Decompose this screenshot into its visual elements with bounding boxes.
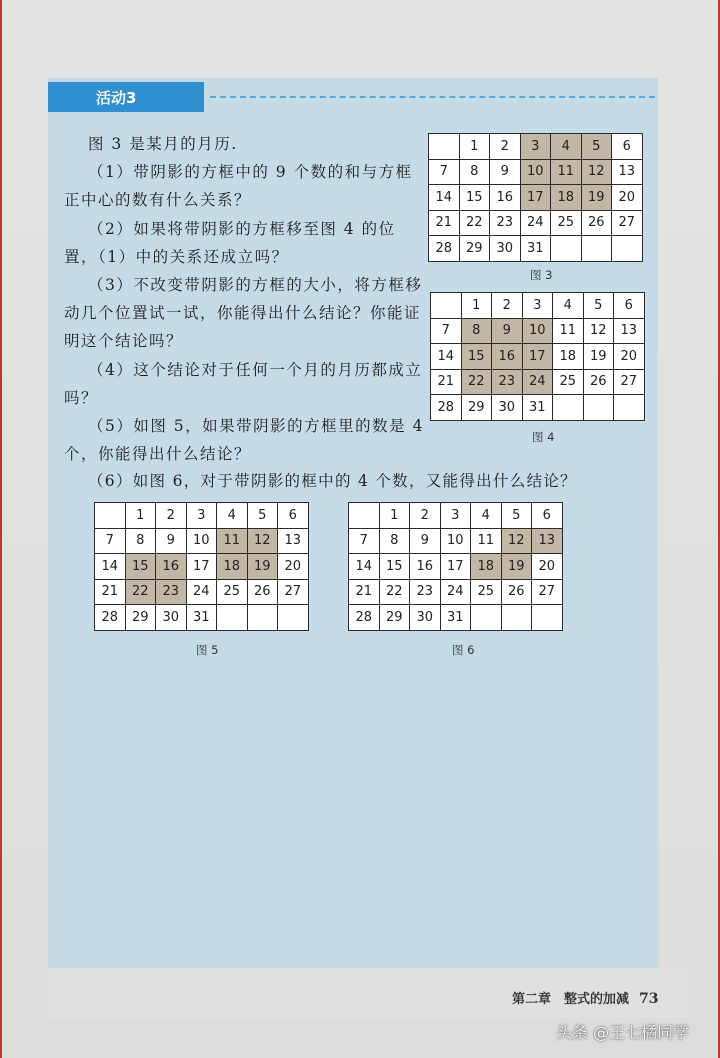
paragraph-q5: （5）如图 5，如果带阴影的方框里的数是 4 个，你能得出什么结论？ bbox=[64, 417, 424, 464]
calendar-figure-3 bbox=[428, 133, 643, 262]
calendar-cell: 19 bbox=[247, 554, 278, 580]
calendar-cell: 1 bbox=[125, 503, 156, 529]
calendar-cell bbox=[532, 605, 563, 631]
calendar-cell: 19 bbox=[581, 185, 612, 211]
calendar-cell: 16 bbox=[156, 554, 187, 580]
calendar-cell: 23 bbox=[156, 579, 187, 605]
calendar-cell: 10 bbox=[186, 528, 217, 554]
calendar-cell: 29 bbox=[459, 236, 490, 262]
calendar-cell: 2 bbox=[156, 503, 187, 529]
calendar-cell bbox=[471, 605, 502, 631]
question-text bbox=[64, 130, 424, 468]
calendar-cell: 15 bbox=[459, 185, 490, 211]
calendar-cell: 23 bbox=[492, 369, 523, 395]
calendar-cell: 18 bbox=[471, 554, 502, 580]
calendar-row bbox=[429, 236, 643, 262]
calendar-cell: 9 bbox=[156, 528, 187, 554]
calendar-cell: 12 bbox=[581, 159, 612, 185]
calendar-cell: 2 bbox=[410, 503, 441, 529]
calendar-row bbox=[431, 344, 645, 370]
calendar-cell bbox=[551, 236, 582, 262]
calendar-cell: 19 bbox=[501, 554, 532, 580]
calendar-cell: 11 bbox=[553, 318, 584, 344]
calendar-cell: 1 bbox=[459, 134, 490, 160]
paragraph-q2: （2）如果将带阴影的方框移至图 4 的位置，（1）中的关系还成立吗？ bbox=[64, 219, 396, 266]
calendar-cell: 6 bbox=[532, 503, 563, 529]
calendar-cell bbox=[614, 395, 645, 421]
calendar-cell: 27 bbox=[614, 369, 645, 395]
calendar-cell: 31 bbox=[440, 605, 471, 631]
calendar-cell: 21 bbox=[349, 579, 380, 605]
calendar-cell: 1 bbox=[379, 503, 410, 529]
calendar-cell: 4 bbox=[217, 503, 248, 529]
calendar-row bbox=[95, 554, 309, 580]
calendar-row bbox=[95, 579, 309, 605]
calendar-cell: 30 bbox=[492, 395, 523, 421]
calendar-cell: 24 bbox=[186, 579, 217, 605]
calendar-row bbox=[95, 605, 309, 631]
calendar-cell: 3 bbox=[440, 503, 471, 529]
calendar-cell: 31 bbox=[520, 236, 551, 262]
calendar-cell bbox=[349, 503, 380, 529]
calendar-cell: 24 bbox=[440, 579, 471, 605]
calendar-cell: 28 bbox=[431, 395, 462, 421]
calendar-cell: 26 bbox=[583, 369, 614, 395]
calendar-cell: 5 bbox=[581, 134, 612, 160]
calendar-cell: 3 bbox=[186, 503, 217, 529]
calendar-cell: 24 bbox=[520, 210, 551, 236]
calendar-cell: 8 bbox=[379, 528, 410, 554]
calendar-cell: 29 bbox=[379, 605, 410, 631]
calendar-cell: 15 bbox=[461, 344, 492, 370]
calendar-cell: 27 bbox=[532, 579, 563, 605]
calendar-cell bbox=[217, 605, 248, 631]
calendar-cell: 9 bbox=[492, 318, 523, 344]
calendar-cell: 25 bbox=[217, 579, 248, 605]
calendar-cell: 17 bbox=[186, 554, 217, 580]
calendar-cell: 28 bbox=[429, 236, 460, 262]
calendar-cell: 9 bbox=[490, 159, 521, 185]
calendar-cell: 30 bbox=[490, 236, 521, 262]
page-number: 73 bbox=[639, 991, 659, 1007]
calendar-cell: 13 bbox=[614, 318, 645, 344]
calendar-row bbox=[431, 293, 645, 319]
chapter-title: 第二章 整式的加减 bbox=[512, 992, 630, 1007]
calendar-cell: 29 bbox=[125, 605, 156, 631]
calendar-cell: 10 bbox=[522, 318, 553, 344]
calendar-cell: 4 bbox=[553, 293, 584, 319]
calendar-cell: 2 bbox=[490, 134, 521, 160]
paragraph-intro: 图 3 是某月的月历. bbox=[88, 135, 238, 153]
calendar-row bbox=[349, 528, 563, 554]
calendar-row bbox=[431, 395, 645, 421]
calendar-cell: 27 bbox=[278, 579, 309, 605]
calendar-cell: 7 bbox=[349, 528, 380, 554]
calendar-cell: 20 bbox=[612, 185, 643, 211]
calendar-cell: 20 bbox=[532, 554, 563, 580]
calendar-cell: 22 bbox=[125, 579, 156, 605]
calendar-cell: 25 bbox=[553, 369, 584, 395]
calendar-cell: 13 bbox=[532, 528, 563, 554]
calendar-cell: 5 bbox=[247, 503, 278, 529]
calendar-row bbox=[349, 579, 563, 605]
calendar-figure-4 bbox=[430, 292, 645, 421]
calendar-cell bbox=[278, 605, 309, 631]
calendar-cell: 26 bbox=[247, 579, 278, 605]
calendar-cell: 7 bbox=[429, 159, 460, 185]
calendar-cell: 19 bbox=[583, 344, 614, 370]
caption-figure-6: 图 6 bbox=[452, 643, 475, 657]
calendar-cell: 4 bbox=[551, 134, 582, 160]
paragraph-q4: （4）这个结论对于任何一个月的月历都成立吗？ bbox=[64, 360, 423, 407]
calendar-row bbox=[429, 210, 643, 236]
calendar-cell: 8 bbox=[459, 159, 490, 185]
calendar-cell: 5 bbox=[583, 293, 614, 319]
calendar-cell: 24 bbox=[522, 369, 553, 395]
calendar-cell: 6 bbox=[614, 293, 645, 319]
calendar-cell: 14 bbox=[429, 185, 460, 211]
calendar-cell: 29 bbox=[461, 395, 492, 421]
calendar-row bbox=[95, 503, 309, 529]
calendar-cell: 10 bbox=[440, 528, 471, 554]
calendar-cell: 8 bbox=[461, 318, 492, 344]
calendar-cell bbox=[431, 293, 462, 319]
calendar-cell: 12 bbox=[247, 528, 278, 554]
calendar-row bbox=[95, 528, 309, 554]
calendar-cell bbox=[247, 605, 278, 631]
calendar-cell: 13 bbox=[278, 528, 309, 554]
calendar-cell: 25 bbox=[471, 579, 502, 605]
calendar-cell: 2 bbox=[492, 293, 523, 319]
calendar-cell: 20 bbox=[614, 344, 645, 370]
calendar-cell: 17 bbox=[440, 554, 471, 580]
calendar-cell: 11 bbox=[471, 528, 502, 554]
calendar-cell: 14 bbox=[349, 554, 380, 580]
calendar-cell: 23 bbox=[490, 210, 521, 236]
calendar-row bbox=[349, 554, 563, 580]
calendar-cell: 12 bbox=[583, 318, 614, 344]
calendar-cell: 6 bbox=[278, 503, 309, 529]
calendar-cell: 17 bbox=[520, 185, 551, 211]
calendar-cell: 5 bbox=[501, 503, 532, 529]
calendar-cell bbox=[95, 503, 126, 529]
caption-figure-3: 图 3 bbox=[530, 268, 553, 282]
calendar-cell: 20 bbox=[278, 554, 309, 580]
calendar-row bbox=[431, 369, 645, 395]
calendar-cell: 21 bbox=[431, 369, 462, 395]
paragraph-q6: （6）如图 6，对于带阴影的框中的 4 个数，又能得出什么结论？ bbox=[88, 472, 577, 490]
paragraph-q1: （1）带阴影的方框中的 9 个数的和与方框正中心的数有什么关系？ bbox=[64, 163, 413, 210]
calendar-cell: 28 bbox=[349, 605, 380, 631]
calendar-row bbox=[349, 605, 563, 631]
calendar-cell: 22 bbox=[459, 210, 490, 236]
calendar-cell: 15 bbox=[379, 554, 410, 580]
calendar-figure-5 bbox=[94, 502, 309, 631]
calendar-cell: 18 bbox=[217, 554, 248, 580]
calendar-cell: 16 bbox=[492, 344, 523, 370]
paragraph-q3: （3）不改变带阴影的方框的大小，将方框移动几个位置试一试，你能得出什么结论？你能证明这个结论吗？ bbox=[64, 276, 423, 351]
calendar-cell: 11 bbox=[551, 159, 582, 185]
calendar-cell bbox=[501, 605, 532, 631]
calendar-cell: 3 bbox=[520, 134, 551, 160]
calendar-cell: 26 bbox=[501, 579, 532, 605]
calendar-cell: 30 bbox=[156, 605, 187, 631]
calendar-cell: 14 bbox=[431, 344, 462, 370]
calendar-cell: 31 bbox=[522, 395, 553, 421]
calendar-cell bbox=[612, 236, 643, 262]
watermark: 头条 @王七橘同学 bbox=[556, 1023, 690, 1042]
calendar-cell: 25 bbox=[551, 210, 582, 236]
calendar-cell: 22 bbox=[379, 579, 410, 605]
calendar-cell: 23 bbox=[410, 579, 441, 605]
calendar-row bbox=[349, 503, 563, 529]
calendar-cell: 30 bbox=[410, 605, 441, 631]
calendar-cell bbox=[583, 395, 614, 421]
calendar-cell: 8 bbox=[125, 528, 156, 554]
calendar-cell: 13 bbox=[612, 159, 643, 185]
activity-heading bbox=[48, 82, 204, 112]
calendar-cell: 1 bbox=[461, 293, 492, 319]
calendar-cell: 18 bbox=[551, 185, 582, 211]
calendar-cell bbox=[581, 236, 612, 262]
calendar-cell: 11 bbox=[217, 528, 248, 554]
calendar-cell: 14 bbox=[95, 554, 126, 580]
calendar-row bbox=[429, 159, 643, 185]
calendar-cell: 15 bbox=[125, 554, 156, 580]
calendar-cell: 16 bbox=[410, 554, 441, 580]
calendar-cell: 18 bbox=[553, 344, 584, 370]
calendar-cell: 3 bbox=[522, 293, 553, 319]
calendar-cell: 4 bbox=[471, 503, 502, 529]
calendar-row bbox=[429, 185, 643, 211]
calendar-cell: 9 bbox=[410, 528, 441, 554]
calendar-cell: 28 bbox=[95, 605, 126, 631]
calendar-cell bbox=[553, 395, 584, 421]
caption-figure-5: 图 5 bbox=[196, 643, 219, 657]
calendar-cell: 31 bbox=[186, 605, 217, 631]
calendar-cell: 21 bbox=[429, 210, 460, 236]
activity-title: 活动3 bbox=[96, 88, 137, 107]
calendar-cell: 26 bbox=[581, 210, 612, 236]
calendar-cell bbox=[429, 134, 460, 160]
heading-dashed-rule bbox=[210, 96, 655, 98]
calendar-cell: 16 bbox=[490, 185, 521, 211]
calendar-cell: 22 bbox=[461, 369, 492, 395]
calendar-cell: 12 bbox=[501, 528, 532, 554]
caption-figure-4: 图 4 bbox=[532, 430, 555, 444]
calendar-cell: 27 bbox=[612, 210, 643, 236]
calendar-figure-6 bbox=[348, 502, 563, 631]
calendar-row bbox=[431, 318, 645, 344]
calendar-cell: 6 bbox=[612, 134, 643, 160]
calendar-cell: 10 bbox=[520, 159, 551, 185]
calendar-row bbox=[429, 134, 643, 160]
calendar-cell: 7 bbox=[431, 318, 462, 344]
page-footer bbox=[512, 988, 659, 1007]
calendar-cell: 7 bbox=[95, 528, 126, 554]
calendar-cell: 17 bbox=[522, 344, 553, 370]
calendar-cell: 21 bbox=[95, 579, 126, 605]
